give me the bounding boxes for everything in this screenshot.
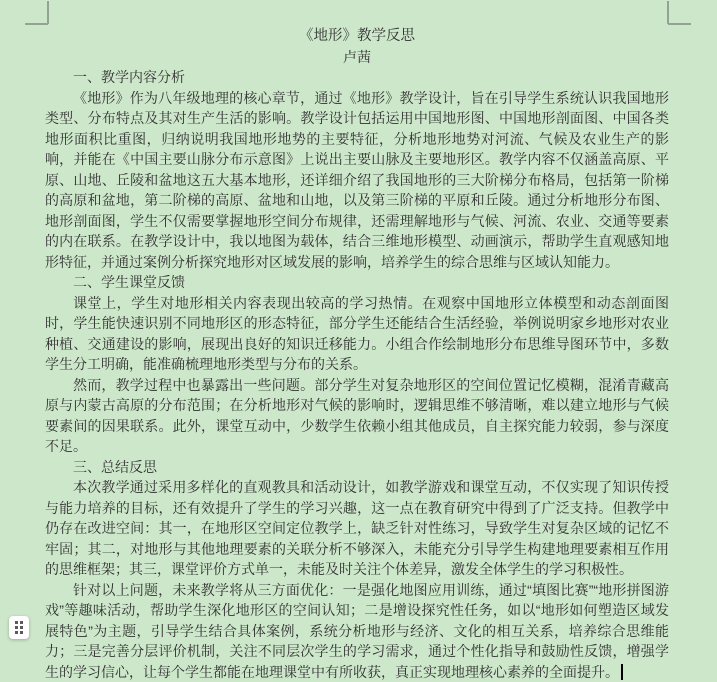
body-paragraph[interactable]: 然而，教学过程中也暴露出一些问题。部分学生对复杂地形区的空间位置记忆模糊，混淆青藏高原与内蒙古高原的分布范围；在分析地形对气候的影响时，逻辑思维不够清晰，难以建立地形与气候要素间的因果联系。此外，课堂互动中，少数学生依赖小组其他成员，自主探究能力较弱，参与深度不足。	[45, 375, 669, 457]
document-title[interactable]: 《地形》教学反思	[45, 26, 669, 47]
text-cursor	[621, 664, 623, 680]
section-heading[interactable]: 一、教学内容分析	[45, 67, 669, 88]
body-paragraph[interactable]: 本次教学通过采用多样化的直观教具和活动设计，如教学游戏和课堂互动，不仅实现了知识传授与能力培养的目标，还有效提升了学生的学习兴趣，这一点在教育研究中得到了广泛支持。但教学中仍存在改进空间：其一，在地形区空间定位教学上，缺乏针对性练习，导致学生对复杂区域的记忆不牢固；其二，对地形与其他地理要素的关联分析不够深入，未能充分引导学生构建地理要素相互作用的思维框架；其三，课堂评价方式单一，未能及时关注个体差异，激发全体学生的学习积极性。	[45, 477, 669, 580]
body-paragraph[interactable]: 课堂上，学生对地形相关内容表现出较高的学习热情。在观察中国地形立体模型和动态剖面图时，学生能快速识别不同地形区的形态特征，部分学生还能结合生活经验，举例说明家乡地形对农业种植、交通建设的影响，展现出良好的知识迁移能力。小组合作绘制地形分布思维导图环节中，多数学生分工明确，能准确梳理地形类型与分布的关系。	[45, 293, 669, 375]
document-content[interactable]	[45, 26, 669, 682]
drag-handle-dot	[15, 626, 18, 629]
document-body[interactable]	[45, 67, 669, 682]
body-paragraph[interactable]: 《地形》作为八年级地理的核心章节，通过《地形》教学设计，旨在引导学生系统认识我国地形类型、分布特点及其对生产生活的影响。教学设计包括运用中国地形图、中国地形剖面图、中国各类地形面积比重图，归纳说明我国地形地势的主要特征，分析地形地势对河流、气候及农业生产的影响，并能在《中国主要山脉分布示意图》上说出主要山脉及主要地形区。教学内容不仅涵盖高原、平原、山地、丘陵和盆地这五大基本地形，还详细介绍了我国地形的三大阶梯分布格局，包括第一阶梯的高原和盆地，第二阶梯的高原、盆地和山地，以及第三阶梯的平原和丘陵。通过分析地形分布图、地形剖面图，学生不仅需要掌握地形空间分布规律，还需理解地形与气候、河流、农业、交通等要素的内在联系。在教学设计中，我以地图为载体，结合三维地形模型、动画演示，帮助学生直观感知地形特征，并通过案例分析探究地形对区域发展的影响，培养学生的综合思维与区域认知能力。	[45, 88, 669, 273]
document-author[interactable]: 卢茜	[45, 47, 669, 68]
margin-crop-mark-top-left-vertical	[47, 1, 49, 24]
margin-crop-mark-top-left-horizontal	[25, 23, 48, 25]
drag-handle-icon[interactable]	[9, 616, 29, 639]
drag-handle-dot	[15, 631, 18, 634]
drag-handle-dot	[15, 621, 18, 624]
section-heading[interactable]: 二、学生课堂反馈	[45, 272, 669, 293]
section-heading[interactable]: 三、总结反思	[45, 457, 669, 478]
drag-handle-dot	[20, 626, 23, 629]
margin-crop-mark-top-right-vertical	[667, 1, 669, 24]
drag-handle-dot	[20, 621, 23, 624]
margin-crop-mark-top-right-horizontal	[668, 23, 691, 25]
drag-handle-dot	[20, 631, 23, 634]
body-paragraph[interactable]: 针对以上问题，未来教学将从三方面优化：一是强化地图应用训练，通过“填图比赛”“地形拼图游戏”等趣味活动，帮助学生深化地形区的空间认知；二是增设探究性任务，如以“地形如何塑造区域发展特色”为主题，引导学生结合具体案例，系统分析地形与经济、文化的相互关系，培养综合思维能力；三是完善分层评价机制，关注不同层次学生的学习需求，通过个性化指导和鼓励性反馈，增强学生的学习信心，让每个学生都能在地理课堂中有所收获，真正实现地理核心素养的全面提升。	[45, 580, 669, 682]
